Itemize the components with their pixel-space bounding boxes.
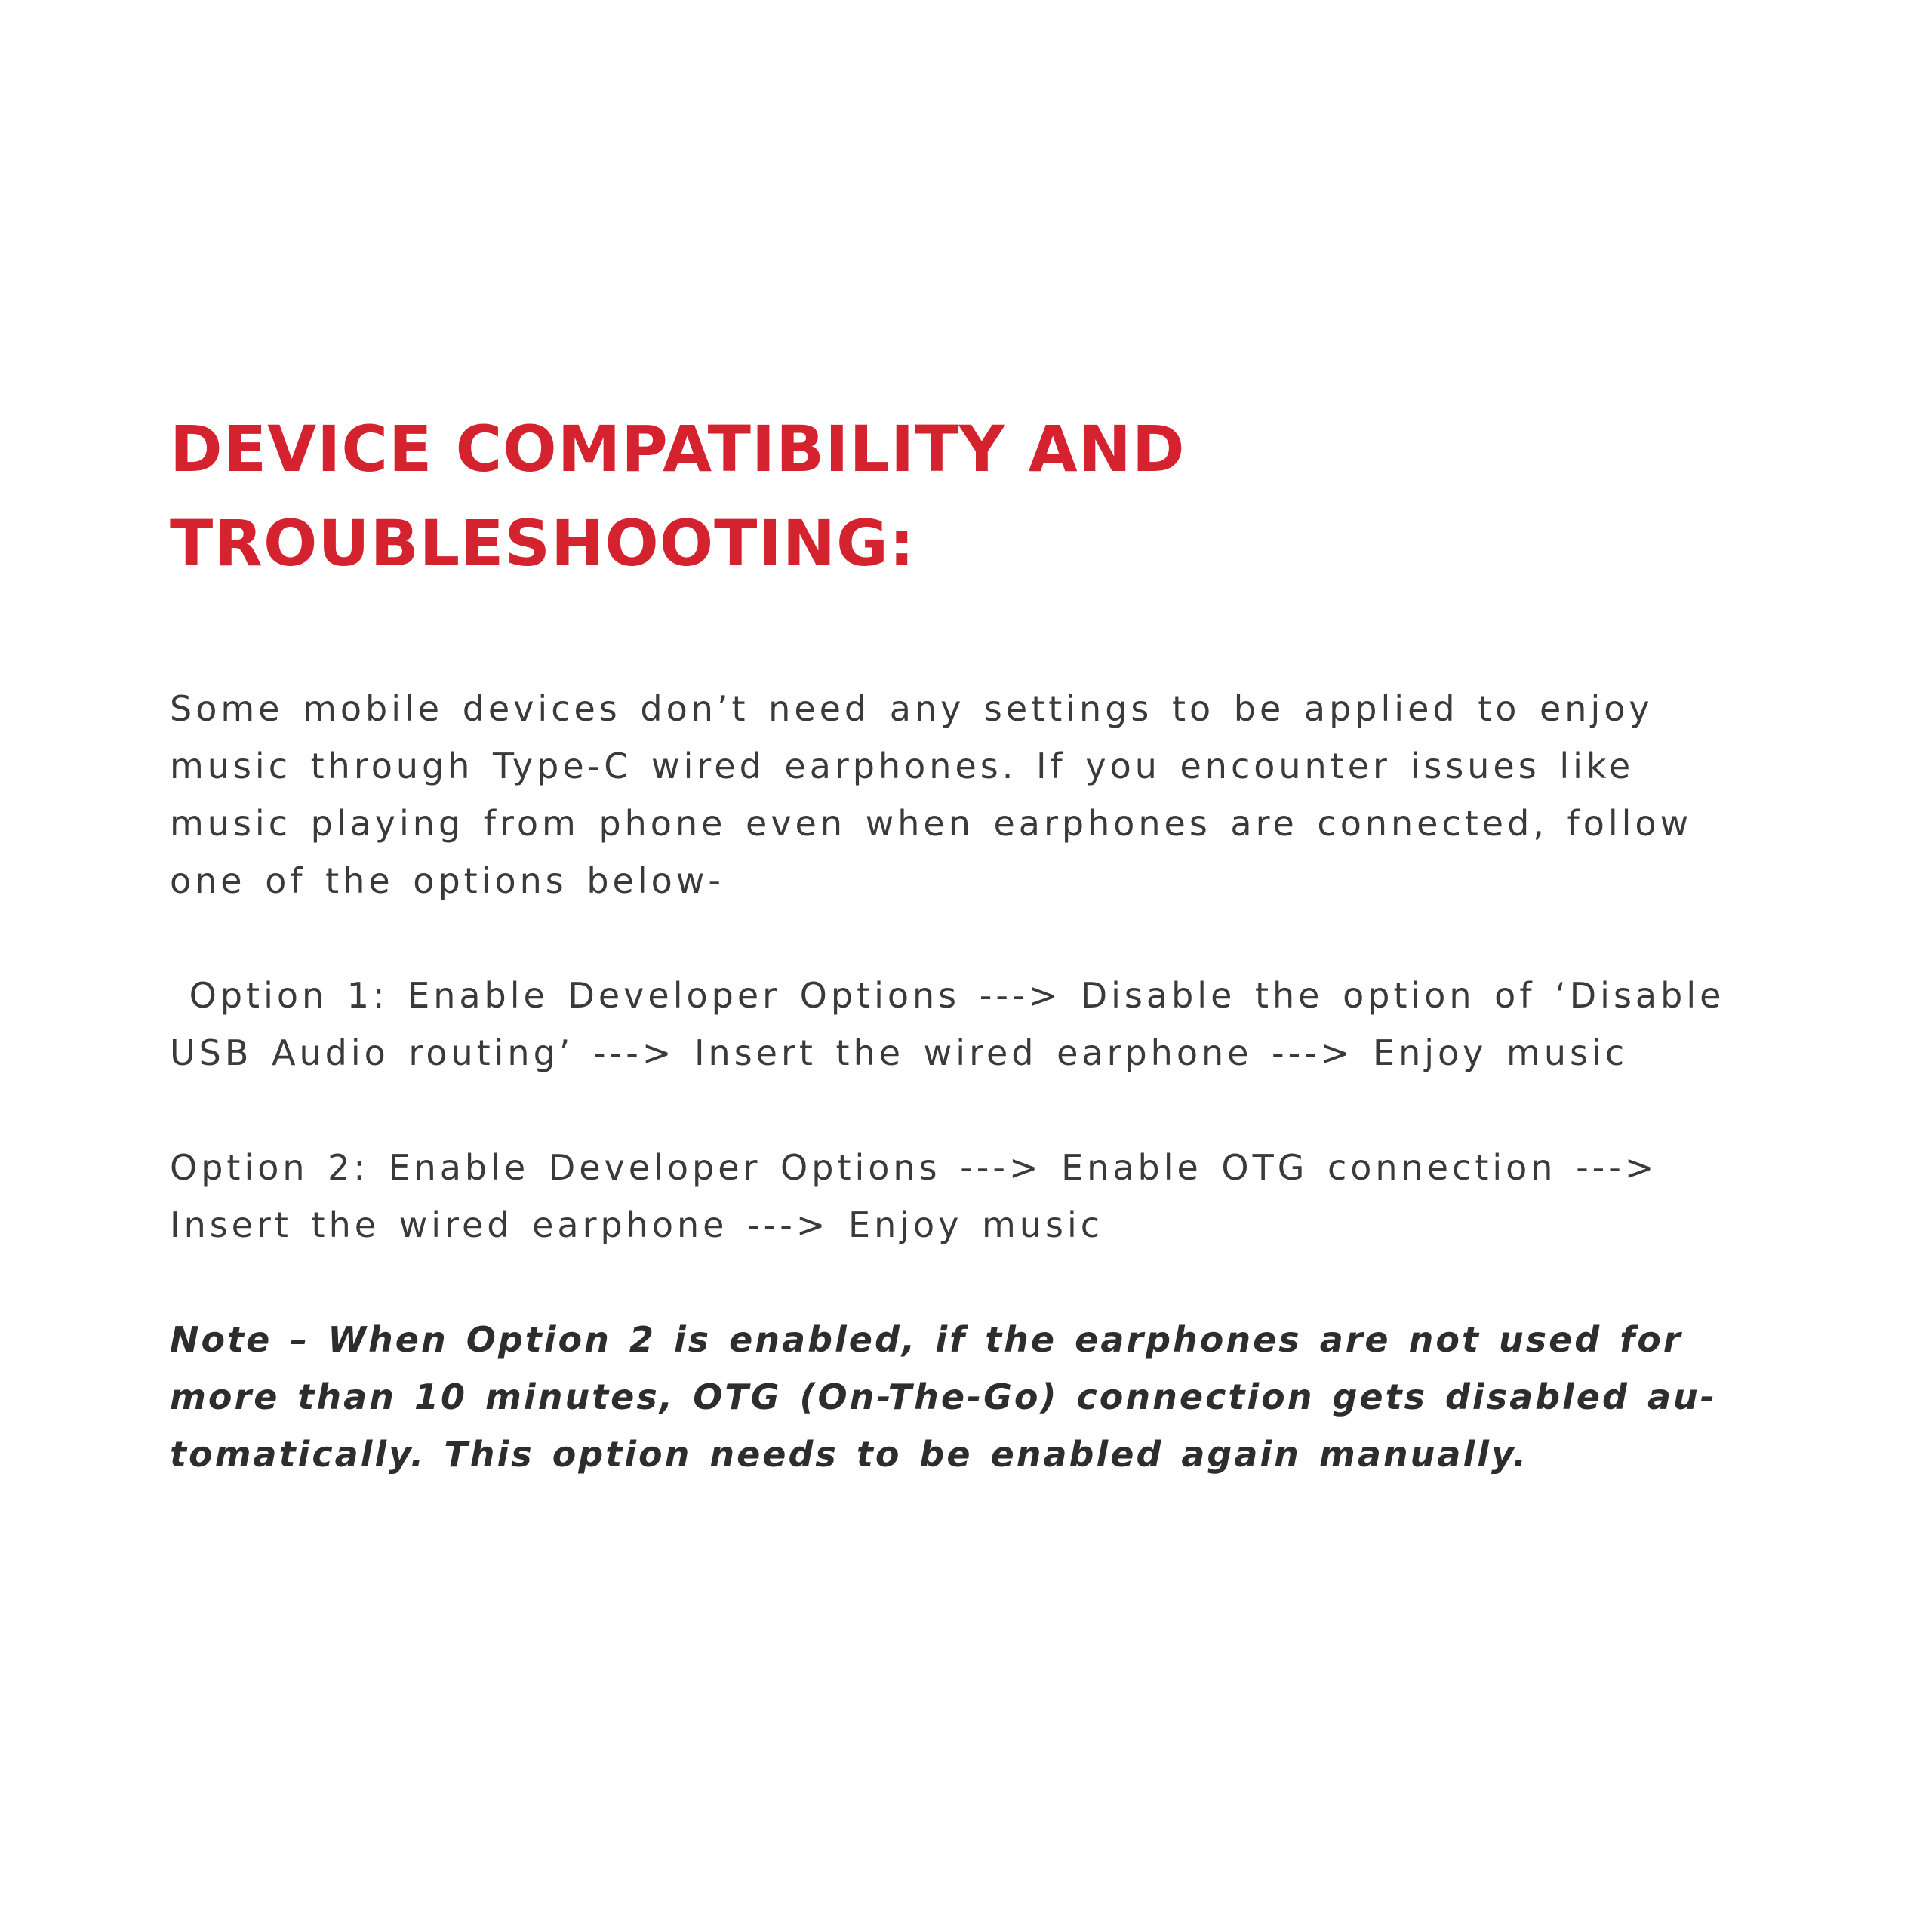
title-line: DEVICE COMPATIBILITY AND (170, 412, 1186, 486)
option-2-paragraph (170, 1139, 1800, 1254)
note-paragraph (170, 1311, 1800, 1483)
intro-paragraph (170, 680, 1800, 909)
text-line: music through Type-C wired earphones. If you encounter issues like (170, 746, 1635, 786)
text-line: Some mobile devices don’t need any settings to be applied to enjoy (170, 688, 1654, 729)
option-1-paragraph (170, 967, 1800, 1081)
page-title (170, 402, 1800, 591)
title-line: TROUBLESHOOTING: (170, 506, 915, 580)
text-line: Option 1: Enable Developer Options ---> Disable the option of ‘Disable (170, 975, 1725, 1016)
text-line: more than 10 minutes, OTG (On-The-Go) connection gets disabled au- (170, 1377, 1717, 1417)
text-line: Insert the wired earphone ---> Enjoy music (170, 1204, 1104, 1245)
text-line: Note – When Option 2 is enabled, if the earphones are not used for (170, 1319, 1683, 1360)
text-line: tomatically. This option needs to be enabled again manually. (170, 1434, 1529, 1475)
text-line: music playing from phone even when earphones are connected, follow (170, 803, 1693, 844)
document-page (170, 402, 1800, 1483)
text-line: Option 2: Enable Developer Options ---> Enable OTG connection ---> (170, 1147, 1658, 1188)
text-line: USB Audio routing’ ---> Insert the wired earphone ---> Enjoy music (170, 1032, 1629, 1073)
text-line: one of the options below- (170, 860, 724, 901)
